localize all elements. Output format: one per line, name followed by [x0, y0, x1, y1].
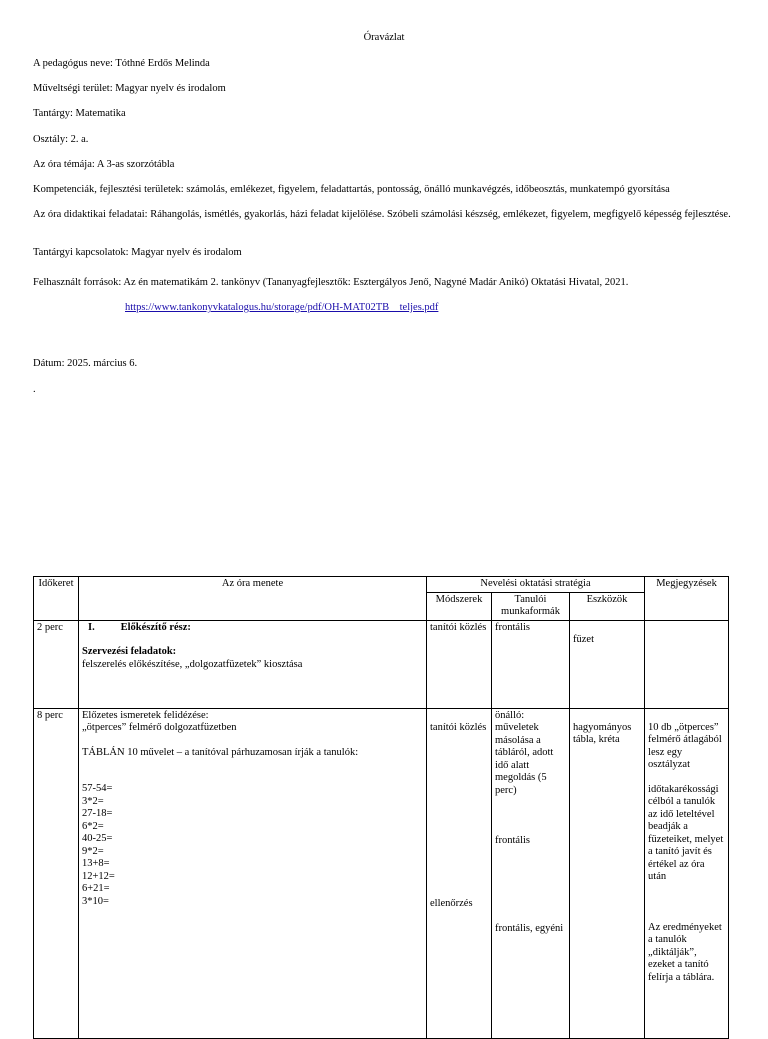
- row2-process: [79, 708, 427, 1038]
- didactic-tasks: Az óra didaktikai feladatai: Ráhangolás, ismétlés, gyakorlás, házi feladat kijelölése. Szóbeli számolási készség, emlékezet, figyelem, megfigyelő képesség fejlesztése.: [33, 209, 731, 220]
- row2-workform-1: önálló: műveletek másolása a tábláról, adott idő alatt megoldás (5 perc): [495, 709, 554, 796]
- row2-note-2: időtakarékossági célból a tanulók az idő leteltével beadják a füzeteiket, melyet a tanító javít és értékel az óra után: [648, 783, 724, 882]
- source-link-wrap: [125, 302, 438, 315]
- sources: Felhasznált források: Az én matematikám 2. tankönyv (Tananyagfejlesztők: Esztergályos Jenő, Nagyné Madár Anikó) Oktatási Hivatal, 2021.: [33, 277, 629, 288]
- row2-method-1: tanítói közlés: [430, 721, 487, 733]
- header-methods: Módszerek: [427, 592, 492, 620]
- row1-method: tanítói közlés: [427, 620, 492, 708]
- date: Dátum: 2025. március 6.: [33, 358, 138, 369]
- row2-workform-3: frontális, egyéni: [495, 922, 564, 934]
- operation-item: 12+12=: [82, 870, 115, 882]
- header-time: Időkeret: [34, 577, 79, 621]
- row2-note-1: 10 db „ötperces” felmérő átlagából lesz egy osztályzat: [648, 721, 722, 770]
- operation-item: 9*2=: [82, 845, 104, 857]
- operation-item: 6+21=: [82, 883, 110, 894]
- header-process: Az óra menete: [79, 577, 427, 621]
- org-text: felszerelés előkészítése, „dolgozatfüzetek” kiosztása: [82, 658, 303, 670]
- row2-notes: [645, 708, 729, 1038]
- stray-dot: .: [33, 384, 36, 395]
- board-instruction: TÁBLÁN 10 művelet – a tanítóval párhuzamosan írják a tanulók:: [82, 746, 359, 758]
- table-row: [34, 708, 729, 1038]
- table-row: [34, 620, 729, 708]
- operation-item: 57-54=: [82, 783, 113, 794]
- row1-process: [79, 620, 427, 708]
- row1-workform: frontális: [492, 620, 570, 708]
- section-number: I.: [88, 621, 95, 633]
- source-link[interactable]: https://www.tankonyvkatalogus.hu/storage/pdf/OH-MAT02TB__teljes.pdf: [125, 302, 439, 313]
- field-of-study: Műveltségi terület: Magyar nyelv és irodalom: [33, 83, 226, 94]
- row2-workform-2: frontális: [495, 835, 530, 846]
- competencies: Kompetenciák, fejlesztési területek: számolás, emlékezet, figyelem, feladattartás, pontosság, önálló munkavégzés, időbeosztás, munkatempó gyorsítása: [33, 184, 670, 195]
- intro-line-1: Előzetes ismeretek felidézése:: [82, 709, 209, 721]
- org-title: Szervezési feladatok:: [82, 646, 177, 657]
- row2-workforms: [492, 708, 570, 1038]
- operation-item: 40-25=: [82, 833, 113, 844]
- section-title: Előkészítő rész:: [120, 621, 191, 633]
- subject: Tantárgy: Matematika: [33, 108, 126, 119]
- lesson-topic: Az óra témája: A 3-as szorzótábla: [33, 159, 175, 170]
- subject-links: Tantárgyi kapcsolatok: Magyar nyelv és irodalom: [33, 247, 242, 258]
- row1-time: 2 perc: [34, 620, 79, 708]
- header-strategy: Nevelési oktatási stratégia: [427, 577, 645, 593]
- intro-line-2: „ötperces” felmérő dolgozatfüzetben: [82, 722, 237, 733]
- operation-item: 3*2=: [82, 795, 104, 807]
- header-tools: Eszközök: [570, 592, 645, 620]
- row2-time: 8 perc: [34, 708, 79, 1038]
- row2-tools: [570, 708, 645, 1038]
- lesson-plan-table: [33, 576, 729, 1039]
- row1-tool: [570, 620, 645, 708]
- operation-item: 13+8=: [82, 858, 110, 869]
- row2-tool: hagyományos tábla, kréta: [573, 721, 632, 745]
- row1-tool-text: füzet: [573, 633, 594, 645]
- operation-item: 3*10=: [82, 895, 109, 907]
- row1-note: [645, 620, 729, 708]
- teacher-name: A pedagógus neve: Tóthné Erdős Melinda: [33, 58, 210, 69]
- row2-methods: [427, 708, 492, 1038]
- table-header-row: [34, 577, 729, 593]
- row2-method-2: ellenőrzés: [430, 898, 473, 909]
- header-notes: Megjegyzések: [645, 577, 729, 621]
- row2-note-3: Az eredményeket a tanulók „diktálják”, ezeket a tanító felírja a táblára.: [648, 921, 722, 983]
- operation-item: 27-18=: [82, 808, 113, 819]
- class: Osztály: 2. a.: [33, 134, 89, 145]
- operation-item: 6*2=: [82, 820, 104, 832]
- page-title: Óravázlat: [363, 32, 405, 43]
- header-workforms: Tanulói munkaformák: [492, 592, 570, 620]
